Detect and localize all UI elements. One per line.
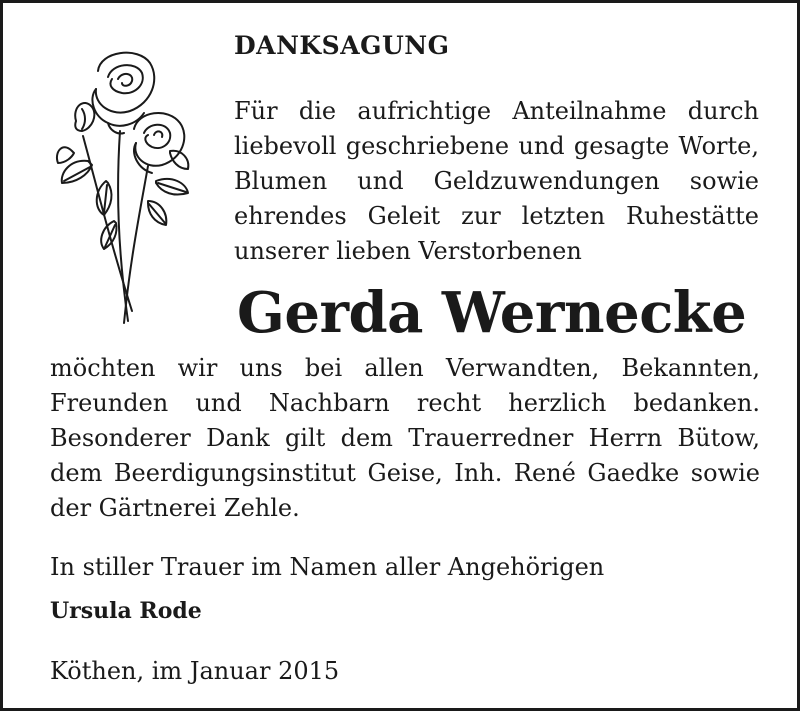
closing-line: In stiller Trauer im Namen aller Angehörigen	[50, 553, 605, 581]
thanks-paragraph: möchten wir uns bei allen Verwandten, Bekannten, Freunden und Nachbarn recht herzlich bedanken. Besonderer Dank gilt dem Trauerredner Herrn Bütow, dem Beerdigungsinstitut Geise, Inh. René Gaedke sowie der Gärtnerei Zehle.	[50, 354, 760, 522]
signer-name: Ursula Rode	[50, 598, 202, 624]
place-and-date: Köthen, im Januar 2015	[50, 657, 340, 685]
intro-paragraph: Für die aufrichtige Anteilnahme durch liebevoll geschriebene und gesagte Worte, Blumen und Geldzuwendungen sowie ehrendes Geleit zur letzten Ruhestätte unserer lieben Verstorbenen	[234, 97, 759, 265]
notice-heading: DANKSAGUNG	[234, 31, 450, 60]
rose-icon	[48, 41, 198, 331]
deceased-name: Gerda Wernecke	[237, 280, 747, 346]
